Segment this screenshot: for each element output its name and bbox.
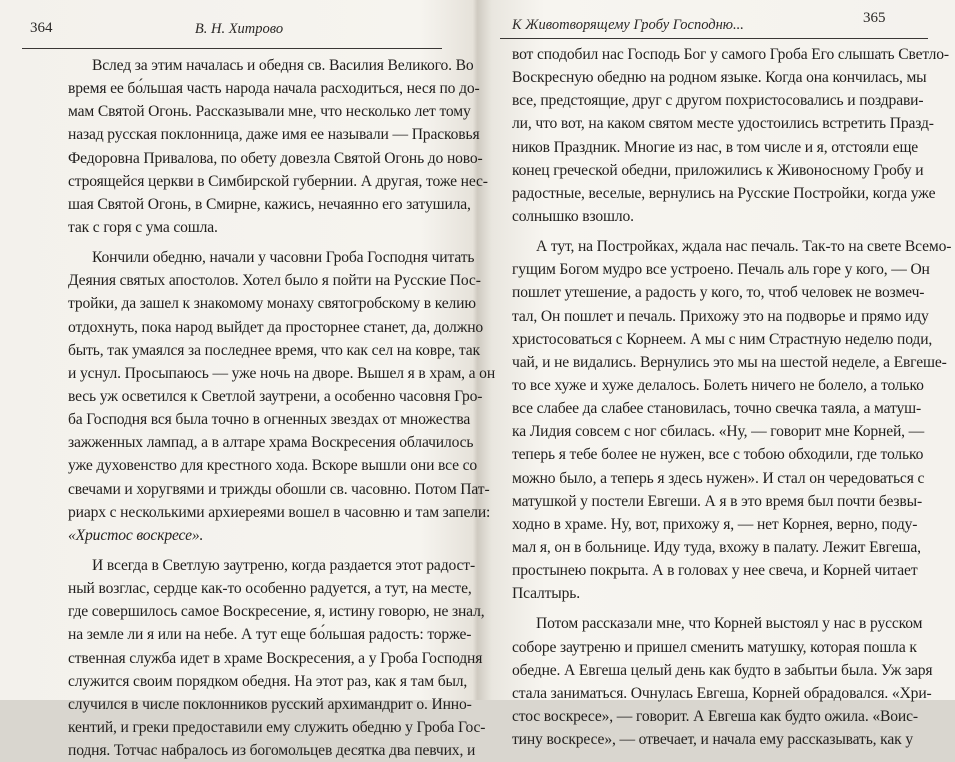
text-line: Деяния святых апостолов. Хотел было я пойти на Русские Пос-	[68, 272, 481, 290]
text-line: обедне. А Евгеша целый день как будто в забытьи была. Уж заря	[512, 661, 933, 679]
text-line: время ее бо́льшая часть народа начала расходиться, неся по до-	[68, 80, 480, 98]
body-text	[512, 43, 952, 751]
text-line: весь уж осветился к Светлой заутрени, а особенно часовня Гро-	[68, 387, 483, 405]
text-line: где совершилось самое Воскресение, я, истину говорю, не знал,	[68, 603, 485, 621]
text-line: мам Святой Огонь. Рассказывали мне, что несколько лет тому	[68, 103, 471, 121]
text-line: ственная служба идет в храме Воскресения, а у Гроба Господня	[68, 649, 483, 667]
text-line: соборе заутреню и пришел сменить матушку, которая пошла к	[512, 638, 917, 656]
text-line: «Христос воскресе».	[68, 526, 204, 544]
text-line: конец греческой обедни, приложились к Живоносному Гробу и	[512, 161, 924, 179]
header-rule	[22, 48, 442, 49]
text-line: отдохнуть, пока народ выйдет да просторнее станет, да, должно	[68, 318, 484, 336]
text-line: И всегда в Светлую заутреню, когда раздается этот радост-	[92, 556, 475, 574]
text-line: можно было, а теперь я здесь нужен». И стал он чередоваться с	[512, 469, 925, 487]
text-line: Федоровна Привалова, по обету довезла Святой Огонь до ново-	[68, 149, 483, 167]
text-line: простынею покрыта. А в головах у нее свеча, и Корней читает	[512, 562, 918, 580]
text-line: вот сподобил нас Господь Бог у самого Гроба Его слышать Светло-	[512, 46, 949, 63]
text-line: тал, Он пошлет и печаль. Прихожу это на подворье и прямо иду	[512, 307, 929, 325]
text-line: Кончили обедню, начали у часовни Гроба Господня читать	[92, 249, 475, 267]
text-line: все, предстоящие, друг с другом похристосовались и поздрави-	[512, 92, 924, 110]
text-line: стос воскресе», — говорит. А Евгеша как будто ожила. «Воис-	[512, 707, 918, 725]
text-line: уже духовенство для крестного хода. Вскоре вышли они все со	[68, 457, 478, 475]
text-line: христосоваться с Корнеем. А мы с ним Страстную неделю поди,	[512, 330, 933, 348]
text-line: ходно в храме. Ну, вот, прихожу я, — нет Корнея, верно, поду-	[512, 515, 918, 533]
text-line: тройки, да зашел к знакомому монаху святогробскому в келию	[68, 295, 476, 313]
text-line: ба Господня вся была точно в огненных звездах от множества	[68, 411, 471, 429]
page-number: 364	[30, 20, 53, 36]
running-head: К Животворящему Гробу Господню...	[512, 17, 744, 33]
text-line: все слабее да слабее становилась, точно свечка таяла, а матуш-	[512, 400, 921, 418]
text-line: кентий, и греки предоставили ему служить обедню у Гроба Гос-	[68, 718, 486, 736]
body-text	[68, 54, 496, 762]
text-line: риарх с несколькими архиереями вошел в часовню и там запели:	[68, 503, 491, 521]
text-line: Псалтырь.	[512, 585, 580, 603]
text-line: теперь я тебе более не нужен, все с тобою обходили, где только	[512, 446, 924, 464]
right-page	[478, 0, 955, 749]
text-line: шая Святой Огонь, в Смирне, кажись, нечаянно его затушила,	[68, 195, 471, 213]
running-head: В. Н. Хитрово	[194, 21, 284, 37]
text-line: радостные, веселые, вернулись на Русские Постройки, когда уже	[512, 184, 936, 202]
text-line: чай, и не видались. Вернулись это мы на шестой неделе, а Евгеше-	[512, 353, 947, 371]
text-line: зажженных лампад, а в алтаре храма Воскресения облачилось	[68, 434, 474, 452]
text-line: матушкой у постели Евгеши. А я в это время был почти безвы-	[512, 492, 922, 510]
text-line: мал я, он в больнице. Иду туда, вхожу в палату. Лежит Евгеша,	[512, 538, 921, 556]
text-line: ников Праздник. Многие из нас, в том числе и я, отстояли еще	[512, 138, 919, 156]
text-line: А тут, на Постройках, ждала нас печаль. Так-то на свете Всемо-	[536, 238, 952, 256]
text-line: на земле ли я или на небе. А тут еще бо́льшая радость: торже-	[68, 626, 472, 644]
text-line: свечами и хоругвями и трижды обошли св. часовню. Потом Пат-	[68, 480, 490, 498]
text-line: ный возглас, сердце как-то особенно радуется, а тут, на месте,	[68, 580, 472, 598]
text-line: тину воскресе», — отвечает, и начала ему рассказывать, как у	[512, 731, 913, 749]
text-line: так с горя с ума сошла.	[68, 218, 218, 236]
text-line: подня. Тотчас набралось из богомольцев десятка два певчих, и	[68, 742, 476, 760]
text-line: быть, так умаялся за последнее время, что как сел на ковре, так	[68, 341, 480, 359]
text-line: назад русская поклонница, даже имя ее называли — Прасковья	[68, 126, 480, 144]
text-line: Вслед за этим началась и обедня св. Василия Великого. Во	[92, 57, 474, 74]
text-line: пошлет утешение, а радость у кого, то, чтоб человек не возмеч-	[512, 284, 925, 302]
text-line: гущим Богом мудро все устроено. Печаль аль горе у кого, — Он	[512, 261, 930, 279]
text-line: солнышко взошло.	[512, 207, 634, 225]
text-line: ли, что вот, на каком святом месте удостоились встретить Празд-	[512, 115, 934, 133]
header-rule	[500, 38, 928, 39]
text-line: строящейся церкви в Симбирской губернии. А другая, тоже нес-	[68, 172, 488, 190]
text-line: Потом рассказали мне, что Корней выстоял у нас в русском	[536, 615, 923, 633]
page-number: 365	[863, 10, 886, 26]
text-line: Воскресную обедню на родном языке. Когда она кончилась, мы	[512, 69, 927, 87]
text-line: ка Лидия совсем с ног сбилась. «Ну, — говорит мне Корней, —	[512, 423, 925, 441]
text-line: то все хуже и хуже делалось. Болеть ничего не болело, а только	[512, 376, 924, 394]
text-line: служится своим порядком обедня. На этот раз, как я там был,	[68, 672, 468, 690]
text-line: и уснул. Просыпаюсь — уже ночь на дворе. Вышел я в храм, а он	[68, 364, 496, 382]
text-line: случился в числе поклонников русский архимандрит о. Инно-	[68, 695, 472, 713]
text-line: стала заниматься. Очнулась Евгеша, Корней обрадовался. «Хри-	[512, 684, 932, 702]
